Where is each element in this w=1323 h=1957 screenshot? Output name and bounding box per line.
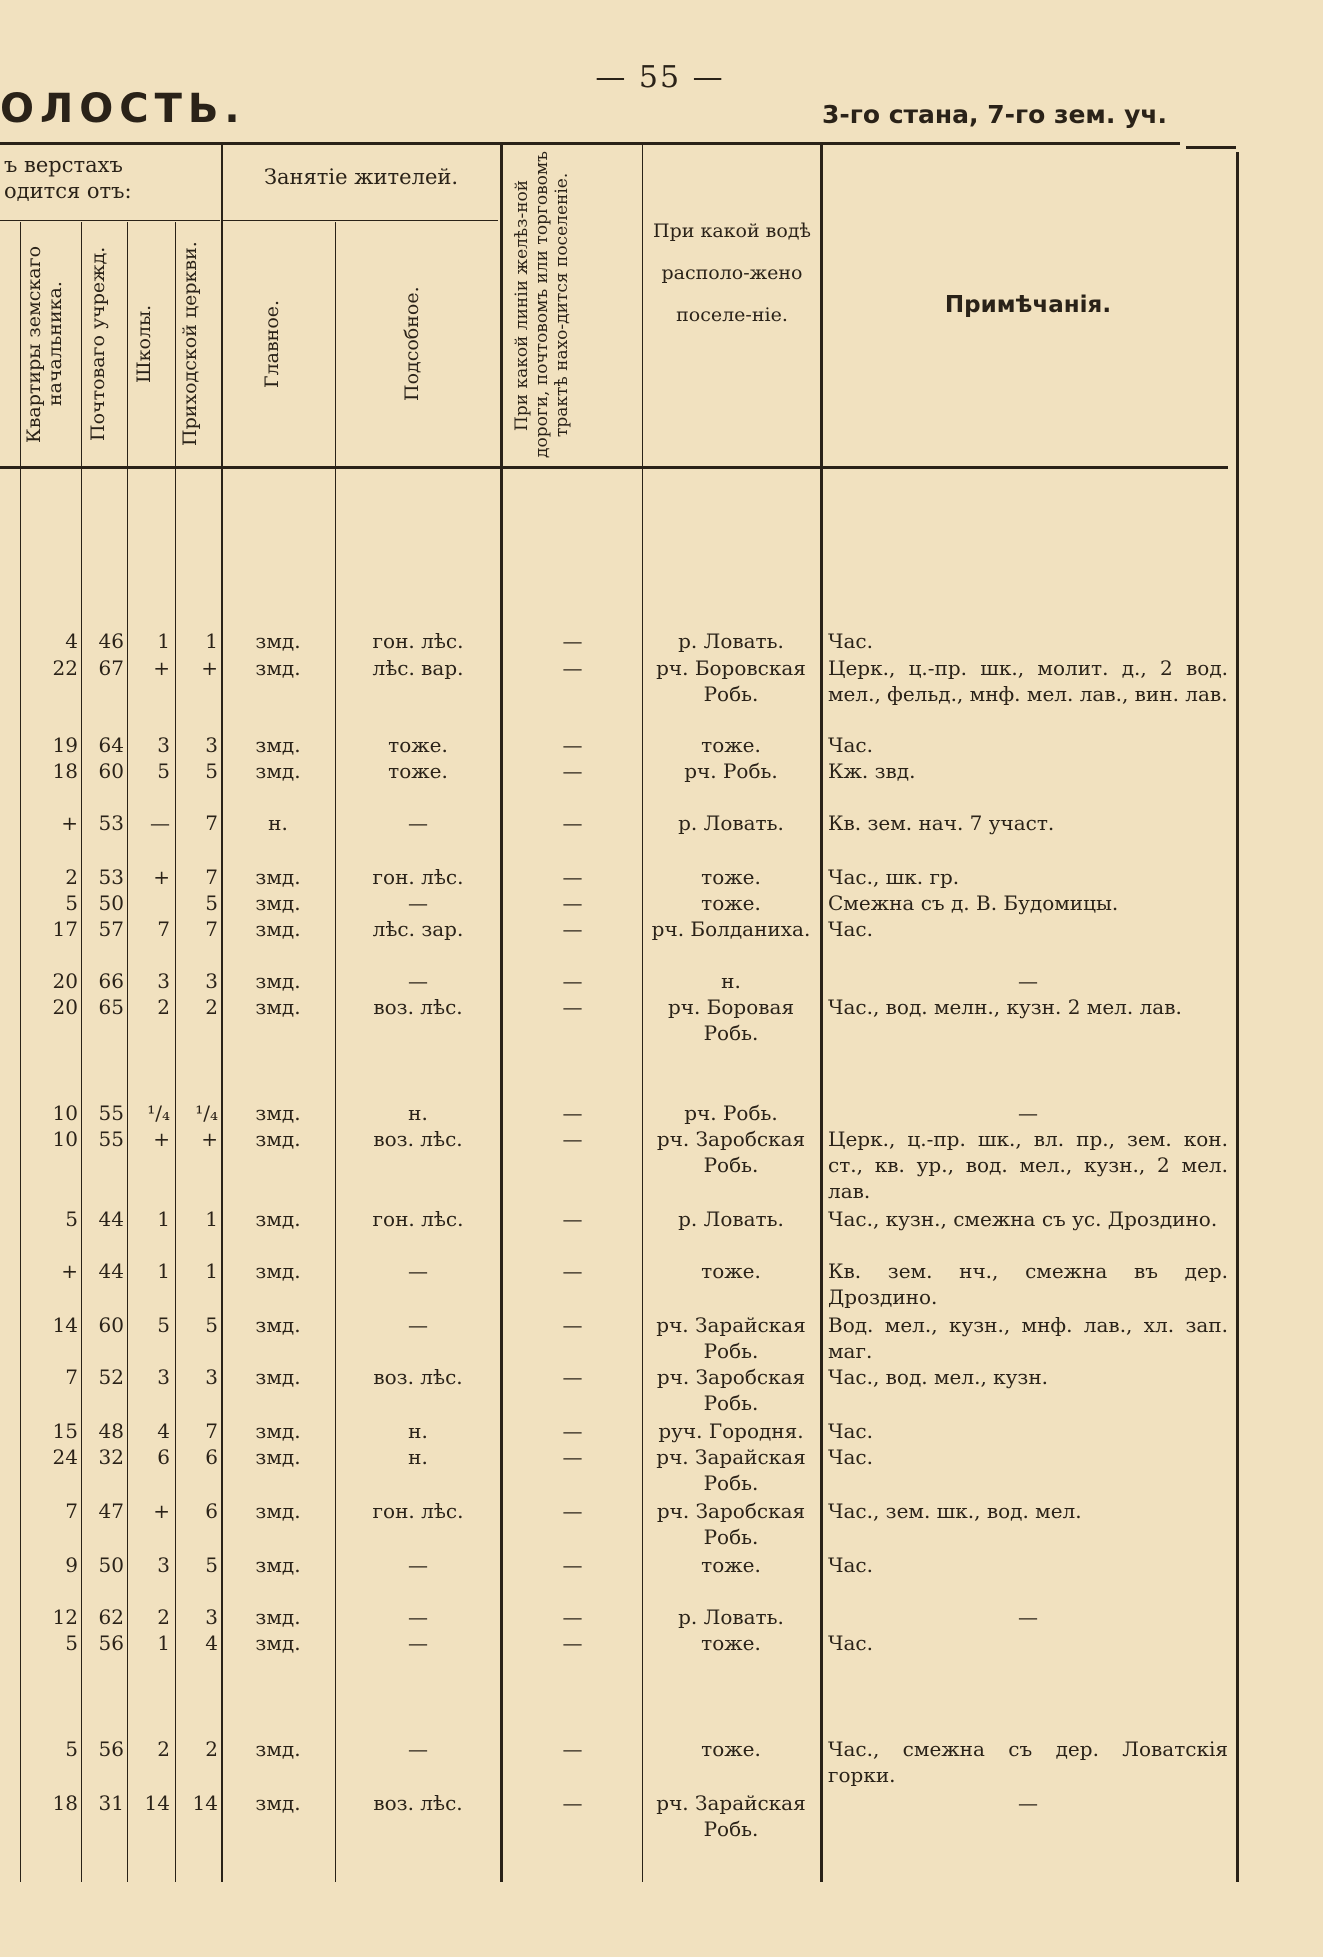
col-rule [642,145,643,1882]
cell-main: змд. [255,1313,301,1337]
cell-church: 3 [205,969,218,993]
cell-church: 5 [205,1313,218,1337]
cell-school: 2 [157,1737,170,1761]
cell-water [645,1736,817,1762]
cell-church: 7 [205,917,218,941]
cell-main: змд. [255,995,301,1019]
col-header-aux: Подсобное. [401,286,423,402]
cell-rail: — [562,1553,583,1577]
cell-aux: гон. лѣс. [372,629,464,653]
cell-rail: — [562,656,583,680]
cell-zemsky: 5 [65,1631,78,1655]
cell-post: 50 [98,1553,124,1577]
cell-school: 1 [157,629,170,653]
cell-water [645,732,817,758]
cell-water-line: Робь. [703,1817,759,1841]
cell-water-line: рч. Боровая [667,995,795,1019]
cell-zemsky: 5 [65,891,78,915]
cell-water-line: Робь. [703,1021,759,1045]
cell-aux: н. [408,1419,428,1443]
cell-church: 4 [205,1631,218,1655]
cell-water-line: Робь. [703,1471,759,1495]
cell-post: 32 [98,1445,124,1469]
cell-school: 3 [157,969,170,993]
cell-notes: Час. [828,1419,873,1443]
cell-zemsky: 7 [65,1499,78,1523]
cell-zemsky: 22 [52,656,78,680]
cell-notes: Час. [828,1631,873,1655]
col-header-main: Главное. [261,299,283,389]
cell-church: 2 [205,995,218,1019]
cell-water [645,655,817,707]
cell-notes: Час., кузн., смежна съ ус. Дроздино. [828,1207,1218,1231]
cell-water-line: рч. Зарайская [656,1791,806,1815]
cell-aux: лѣс. вар. [372,656,464,680]
cell-zemsky: 5 [65,1737,78,1761]
cell-notes: — [1018,1101,1038,1125]
cell-notes: Кв. зем. нач. 7 участ. [828,811,1055,835]
cell-post: 64 [98,733,124,757]
cell-main: н. [268,811,288,835]
cell-zemsky: 20 [52,995,78,1019]
cell-school: 7 [157,917,170,941]
cell-aux: гон. лѣс. [372,1499,464,1523]
cell-notes: Час. [828,1445,873,1469]
cell-notes: Кв. зем. нч., смежна въ дер. Дроздино. [828,1259,1228,1309]
cell-water-line: тоже. [701,1737,761,1761]
cell-water [645,916,817,942]
cell-water-line: р. Ловать. [678,1605,784,1629]
cell-aux: воз. лѣс. [373,1365,463,1389]
cell-main: змд. [255,1737,301,1761]
cell-post: 56 [98,1737,124,1761]
cell-rail: — [562,733,583,757]
cell-water-line: Робь. [703,1391,759,1415]
cell-notes: Час., смежна съ дер. Ловатскія горки. [828,1737,1228,1787]
cell-water-line: Робь. [703,682,759,706]
cell-notes: — [1018,1791,1038,1815]
cell-rail: — [562,1445,583,1469]
cell-post: 67 [98,656,124,680]
cell-main: змд. [255,629,301,653]
cell-zemsky: 18 [52,1791,78,1815]
cell-main: змд. [255,656,301,680]
cell-church: 6 [205,1499,218,1523]
cell-water-line: рч. Заробская [656,1499,806,1523]
occupation-subrule [222,220,498,221]
cell-aux: н. [408,1101,428,1125]
header-bottom-rule [0,466,1228,469]
cell-post: 44 [98,1207,124,1231]
cell-water [645,890,817,916]
cell-water-line: Робь. [703,1525,759,1549]
cell-water-line: руч. Городня. [658,1419,804,1443]
cell-notes: Смежна съ д. В. Будомицы. [828,891,1119,915]
cell-aux: — [408,1737,428,1761]
col-header-water: При какой водѣ располо-жено поселе-ніе. [653,220,811,326]
cell-water [645,1604,817,1630]
cell-water [645,864,817,890]
cell-rail: — [562,1605,583,1629]
cell-water [645,1258,817,1284]
cell-zemsky: + [61,1259,78,1283]
cell-main: змд. [255,917,301,941]
cell-notes: Час. [828,629,873,653]
cell-school: 5 [157,1313,170,1337]
volost-heading: ОЛОСТЬ. [0,86,246,132]
cell-water-line: тоже. [701,1631,761,1655]
cell-notes: Час. [828,733,873,757]
cell-post: 48 [98,1419,124,1443]
cell-post: 66 [98,969,124,993]
col-header-notes: Примѣчанія. [944,292,1112,318]
cell-aux: — [408,1553,428,1577]
cell-zemsky: 17 [52,917,78,941]
cell-water-line: р. Ловать. [678,1207,784,1231]
cell-rail: — [562,1365,583,1389]
occupation-group-header: Занятіе жителей. [263,165,459,189]
cell-main: змд. [255,759,301,783]
col-rule [500,145,503,1882]
cell-rail: — [562,759,583,783]
cell-aux: воз. лѣс. [373,1791,463,1815]
cell-church: 3 [205,733,218,757]
cell-water-line: рч. Робь. [684,759,778,783]
cell-water [645,1100,817,1126]
col-rule [81,222,82,1882]
cell-aux: — [408,811,428,835]
cell-rail: — [562,1127,583,1151]
cell-water [645,810,817,836]
cell-main: змд. [255,1631,301,1655]
cell-water-line: рч. Болданиха. [651,917,811,941]
cell-water [645,968,817,994]
cell-post: 46 [98,629,124,653]
cell-rail: — [562,917,583,941]
cell-rail: — [562,1791,583,1815]
cell-zemsky: 4 [65,629,78,653]
col-rule [221,145,223,1882]
cell-water [645,758,817,784]
col-rule [335,222,336,1882]
cell-school: ¹/₄ [147,1101,170,1125]
cell-aux: — [408,1259,428,1283]
cell-post: 57 [98,917,124,941]
col-rule [127,222,128,1882]
cell-aux: воз. лѣс. [373,1127,463,1151]
cell-church: 2 [205,1737,218,1761]
cell-zemsky: 14 [52,1313,78,1337]
cell-school: 1 [157,1207,170,1231]
cell-rail: — [562,1101,583,1125]
cell-post: 31 [98,1791,124,1815]
cell-post: 44 [98,1259,124,1283]
cell-post: 62 [98,1605,124,1629]
cell-notes: Час., шк. гр. [828,865,960,889]
cell-school: + [153,1499,170,1523]
top-rule [0,142,1180,145]
cell-water [645,994,817,1046]
cell-rail: — [562,1631,583,1655]
cell-rail: — [562,1259,583,1283]
cell-school: 3 [157,1365,170,1389]
cell-school: + [153,1127,170,1151]
cell-rail: — [562,1207,583,1231]
stan-heading: 3-го стана, 7-го зем. уч. [822,100,1168,129]
cell-water-line: рч. Боровская [656,656,806,680]
cell-school: 3 [157,1553,170,1577]
cell-water [645,1552,817,1578]
cell-water-line: рч. Зарайская [656,1445,806,1469]
cell-zemsky: + [61,811,78,835]
cell-water [645,1206,817,1232]
cell-post: 53 [98,811,124,835]
cell-water-line: рч. Робь. [684,1101,778,1125]
cell-aux: лѣс. зар. [372,917,464,941]
cell-post: 56 [98,1631,124,1655]
cell-notes: Час., вод. мелн., кузн. 2 мел. лав. [828,995,1182,1019]
col-header-railway: При какой линіи желѣз-ной дороги, почтовомъ или торговомъ трактѣ нахо-дится поселеніе. [512,151,572,459]
cell-school: 1 [157,1631,170,1655]
cell-zemsky: 19 [52,733,78,757]
cell-notes: — [1018,1605,1038,1629]
cell-water-line: тоже. [701,1259,761,1283]
cell-rail: — [562,1313,583,1337]
cell-notes: Час. [828,1553,873,1577]
cell-zemsky: 9 [65,1553,78,1577]
cell-aux: — [408,891,428,915]
cell-main: змд. [255,1207,301,1231]
cell-aux: — [408,969,428,993]
cell-main: змд. [255,1445,301,1469]
cell-school: 1 [157,1259,170,1283]
top-rule-right [1186,146,1236,149]
cell-post: 47 [98,1499,124,1523]
cell-water [645,1498,817,1550]
cell-main: змд. [255,1605,301,1629]
cell-post: 60 [98,1313,124,1337]
cell-main: змд. [255,1499,301,1523]
cell-main: змд. [255,1419,301,1443]
cell-main: змд. [255,1127,301,1151]
cell-rail: — [562,969,583,993]
cell-zemsky: 18 [52,759,78,783]
cell-water-line: рч. Заробская [656,1127,806,1151]
cell-main: змд. [255,1101,301,1125]
cell-school: — [150,811,170,835]
cell-main: змд. [255,1259,301,1283]
cell-zemsky: 20 [52,969,78,993]
col-header-church: Приходской церкви. [179,241,201,447]
cell-post: 52 [98,1365,124,1389]
cell-notes: Час., зем. шк., вод. мел. [828,1499,1082,1523]
cell-water-line: Робь. [703,1339,759,1363]
cell-water [645,1790,817,1842]
cell-post: 60 [98,759,124,783]
col-rule [820,145,823,1882]
cell-water [645,1364,817,1416]
cell-church: 7 [205,1419,218,1443]
cell-church: 6 [205,1445,218,1469]
cell-church: 3 [205,1605,218,1629]
cell-water-line: р. Ловать. [678,629,784,653]
cell-zemsky: 15 [52,1419,78,1443]
cell-post: 53 [98,865,124,889]
col-rule [175,222,176,1882]
cell-water [645,1312,817,1364]
col-header-post: Почтоваго учрежд. [87,246,109,442]
cell-aux: н. [408,1445,428,1469]
cell-water [645,1418,817,1444]
cell-zemsky: 7 [65,1365,78,1389]
cell-water [645,1630,817,1656]
cell-church: 14 [192,1791,218,1815]
cell-water-line: Робь. [703,1153,759,1177]
cell-church: 1 [205,1207,218,1231]
cell-zemsky: 10 [52,1127,78,1151]
cell-school: 3 [157,733,170,757]
cell-rail: — [562,865,583,889]
cell-church: 5 [205,891,218,915]
cell-water-line: тоже. [701,891,761,915]
cell-notes: Час. [828,917,873,941]
cell-main: змд. [255,969,301,993]
cell-zemsky: 2 [65,865,78,889]
cell-post: 55 [98,1101,124,1125]
cell-post: 50 [98,891,124,915]
cell-school: + [153,656,170,680]
cell-water-line: н. [721,969,741,993]
cell-rail: — [562,1499,583,1523]
cell-notes: — [1018,969,1038,993]
cell-church: ¹/₄ [195,1101,218,1125]
cell-notes: Церк., ц.-пр. шк., молит. д., 2 вод. мел., фельд., мнф. мел. лав., вин. лав. [828,656,1228,706]
cell-church: 5 [205,759,218,783]
col-header-school: Школы. [133,304,155,384]
cell-church: + [201,656,218,680]
cell-zemsky: 5 [65,1207,78,1231]
cell-aux: гон. лѣс. [372,865,464,889]
cell-church: 7 [205,865,218,889]
cell-aux: — [408,1313,428,1337]
cell-notes: Вод. мел., кузн., мнф. лав., хл. зап. маг. [828,1313,1228,1363]
cell-aux: воз. лѣс. [373,995,463,1019]
cell-water-line: рч. Заробская [656,1365,806,1389]
cell-water-line: тоже. [701,865,761,889]
cell-water-line: тоже. [701,733,761,757]
cell-post: 65 [98,995,124,1019]
cell-church: 7 [205,811,218,835]
cell-aux: тоже. [388,733,448,757]
cell-zemsky: 10 [52,1101,78,1125]
cell-water-line: рч. Зарайская [656,1313,806,1337]
cell-church: 3 [205,1365,218,1389]
col-header-zemsky: Квартиры земскаго начальника. [23,245,66,443]
cell-church: + [201,1127,218,1151]
cell-school: 6 [157,1445,170,1469]
cell-water [645,1444,817,1496]
cell-church: 1 [205,629,218,653]
cell-school: + [153,865,170,889]
cell-notes: Церк., ц.-пр. шк., вл. пр., зем. кон. ст., кв. ур., вод. мел., кузн., 2 мел. лав. [828,1127,1228,1203]
cell-main: змд. [255,1365,301,1389]
cell-notes: Час., вод. мел., кузн. [828,1365,1049,1389]
cell-school: 2 [157,1605,170,1629]
cell-school: 4 [157,1419,170,1443]
cell-aux: гон. лѣс. [372,1207,464,1231]
cell-rail: — [562,1419,583,1443]
cell-post: 55 [98,1127,124,1151]
cell-main: змд. [255,865,301,889]
cell-church: 5 [205,1553,218,1577]
cell-water [645,628,817,654]
cell-rail: — [562,891,583,915]
cell-zemsky: 12 [52,1605,78,1629]
cell-rail: — [562,1737,583,1761]
cell-main: змд. [255,733,301,757]
cell-main: змд. [255,1553,301,1577]
col-rule [20,222,21,1882]
table-right-edge [1236,152,1239,1882]
cell-water [645,1126,817,1178]
cell-water-line: р. Ловать. [678,811,784,835]
cell-main: змд. [255,891,301,915]
cell-school: 2 [157,995,170,1019]
cell-notes: Кж. звд. [828,759,916,783]
cell-school: 14 [144,1791,170,1815]
distance-group-header: ъ верстахъ одится отъ: [4,153,132,203]
page-number: — 55 — [595,60,725,95]
cell-rail: — [562,811,583,835]
cell-rail: — [562,995,583,1019]
cell-main: змд. [255,1791,301,1815]
cell-school: 5 [157,759,170,783]
distance-subrule [0,220,220,221]
cell-water-line: тоже. [701,1553,761,1577]
cell-church: 1 [205,1259,218,1283]
cell-rail: — [562,629,583,653]
cell-aux: — [408,1631,428,1655]
cell-aux: тоже. [388,759,448,783]
cell-aux: — [408,1605,428,1629]
cell-zemsky: 24 [52,1445,78,1469]
